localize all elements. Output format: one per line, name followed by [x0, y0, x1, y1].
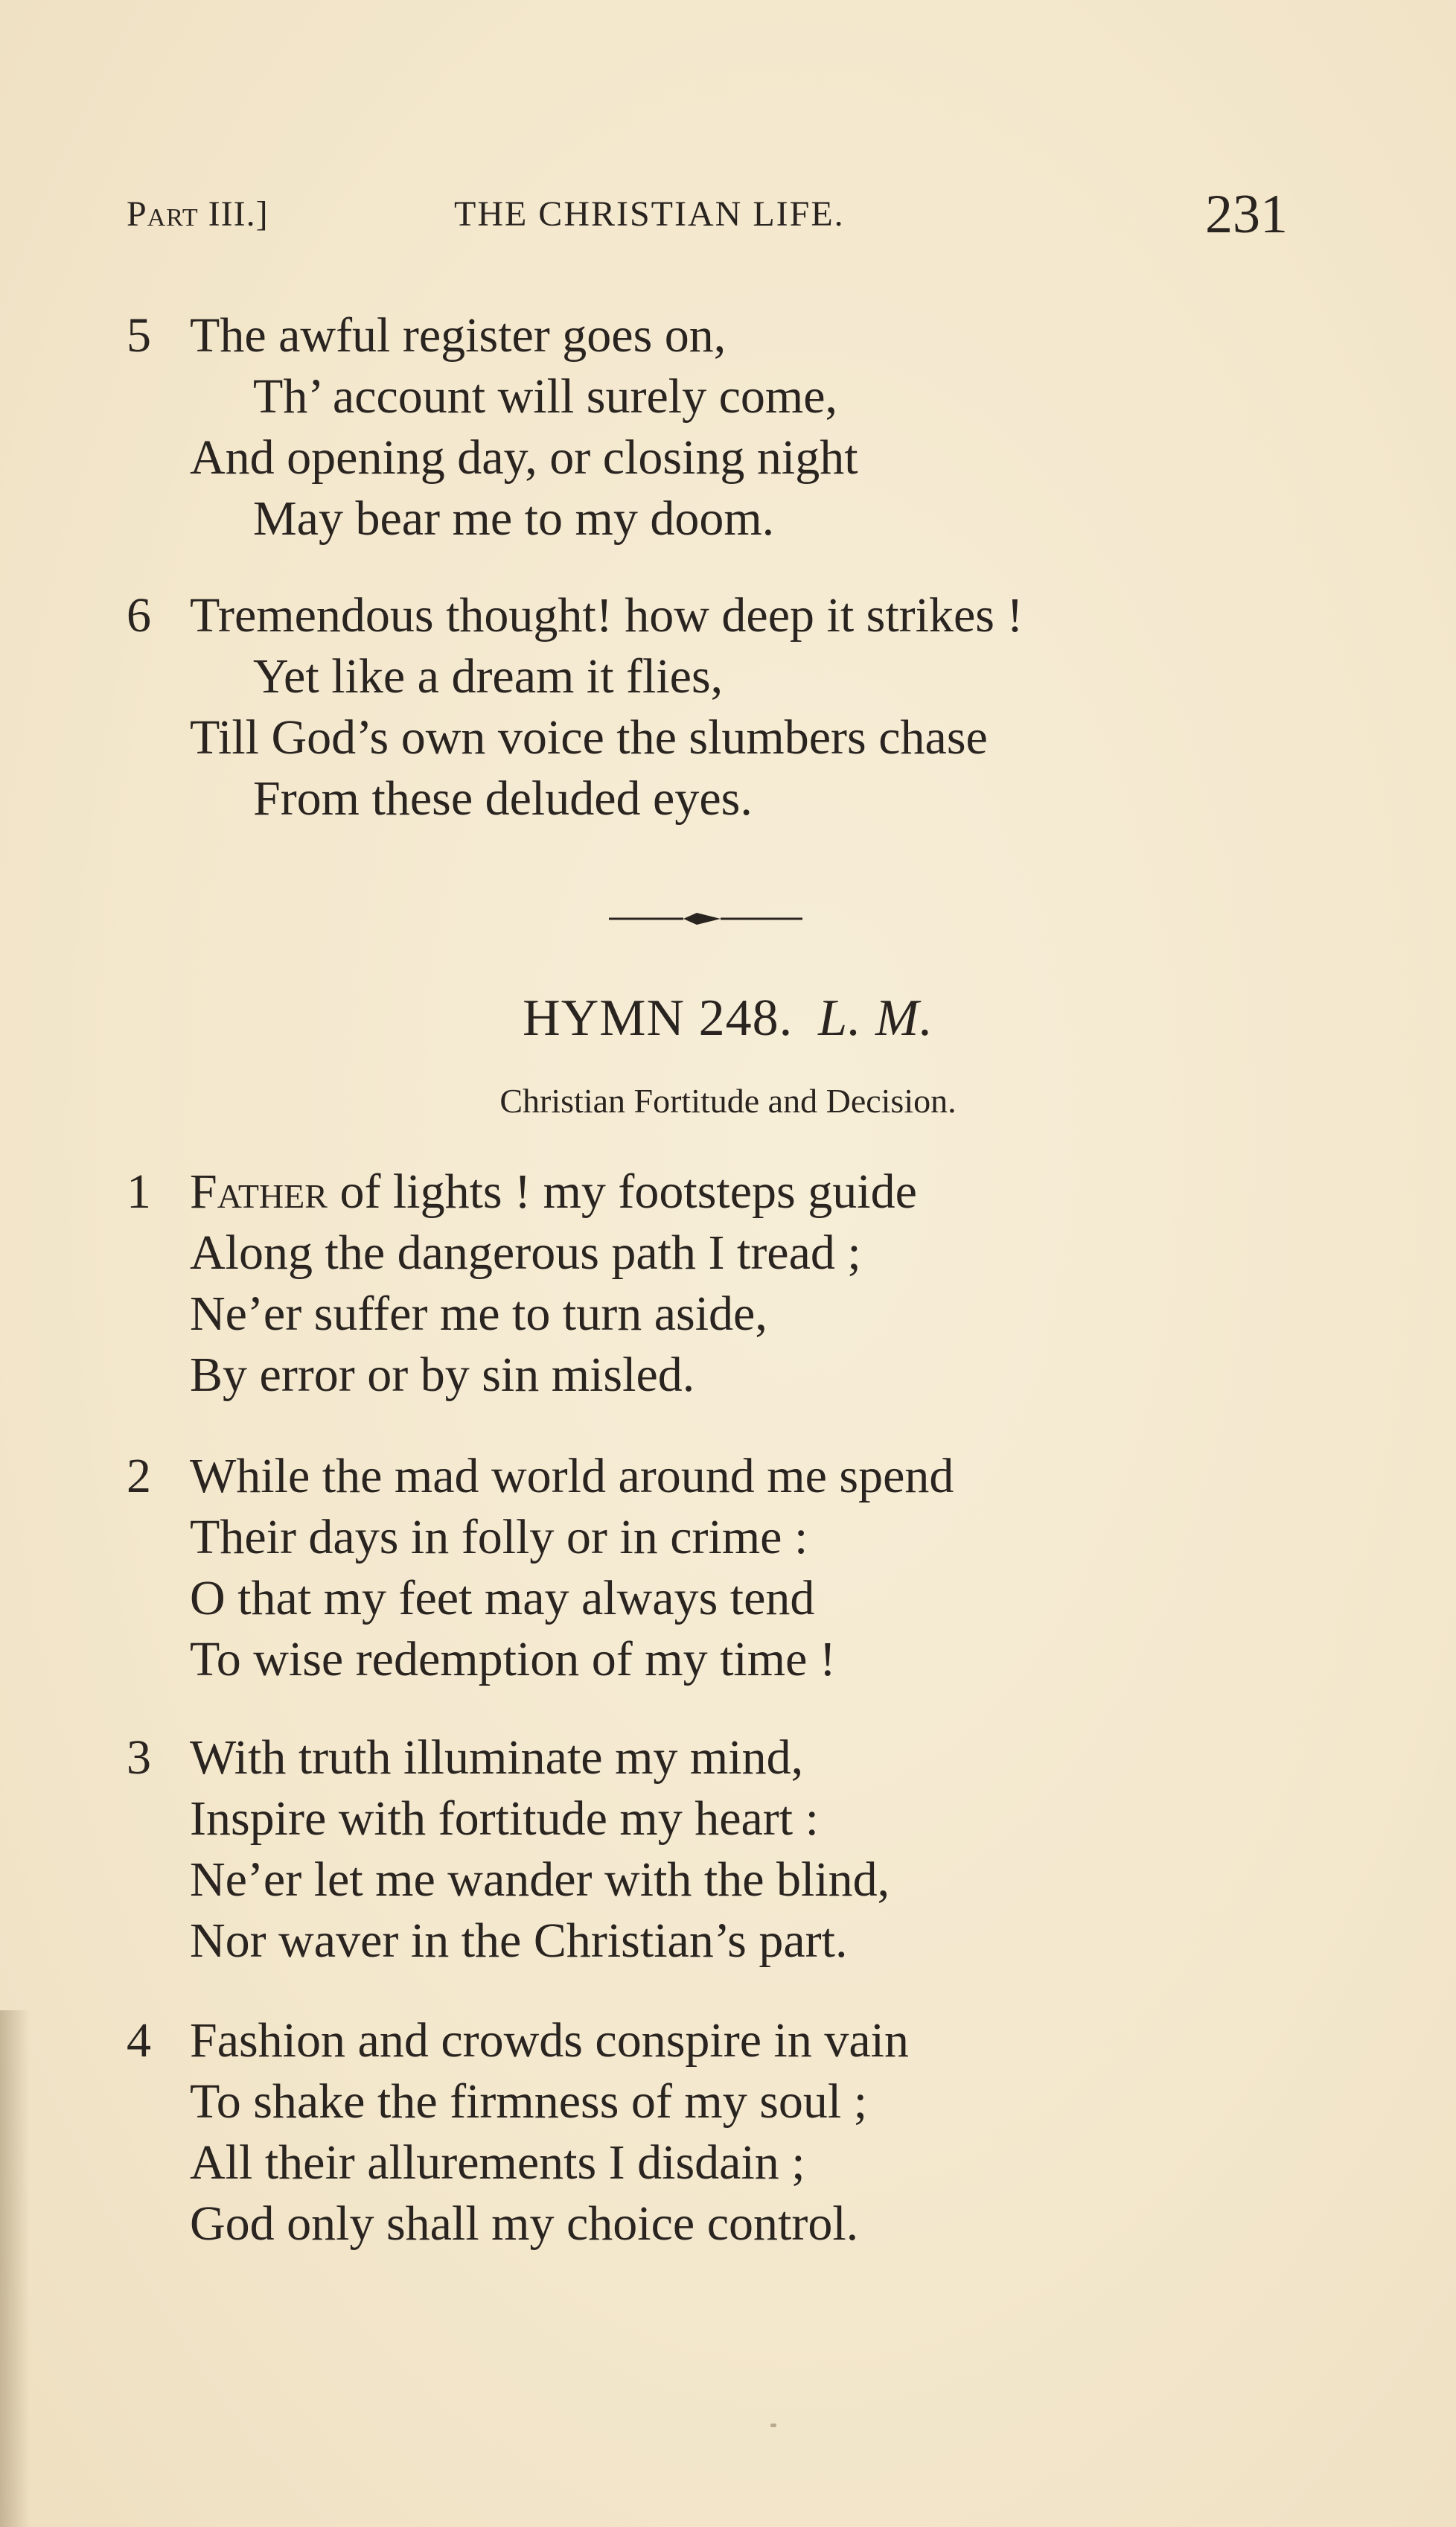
hymn-title	[0, 989, 1456, 1048]
verse-line: While the mad world around me spend	[190, 1449, 954, 1503]
verse-line: And opening day, or closing night	[190, 430, 858, 485]
header-title: THE CHRISTIAN LIFE.	[454, 194, 845, 234]
ornament-divider-icon	[609, 910, 802, 928]
verse-line: Along the dangerous path I tread ;	[190, 1226, 861, 1280]
header-part: Part III.]	[127, 194, 269, 234]
verse-line: From these deluded eyes.	[253, 771, 753, 826]
verse-line: Th’ account will surely come,	[253, 369, 838, 424]
verse-line: Nor waver in the Christian’s part.	[190, 1913, 848, 1968]
verse-line: Fashion and crowds conspire in vain	[190, 2013, 909, 2068]
verse-line: Ne’er let me wander with the blind,	[190, 1852, 890, 1907]
first-line-rest: of lights ! my footsteps guide	[327, 1164, 917, 1219]
verse-line: By error or by sin misled.	[190, 1348, 695, 1402]
hymn-meter: L. M.	[818, 990, 933, 1047]
verse-line: To wise redemption of my time !	[190, 1632, 836, 1686]
stanza-number: 5	[127, 308, 151, 363]
stanza-number: 3	[127, 1730, 151, 1785]
first-word: Father	[190, 1164, 328, 1219]
verse-line: Yet like a dream it flies,	[253, 649, 724, 704]
verse-line: O that my feet may always tend	[190, 1571, 815, 1625]
verse-line: Ne’er suffer me to turn aside,	[190, 1287, 767, 1341]
hymn-label: HYMN 248.	[523, 990, 794, 1047]
running-header	[127, 184, 1288, 247]
verse-line: Till God’s own voice the slumbers chase	[190, 710, 988, 765]
ink-speck	[770, 2424, 776, 2427]
verse-line	[190, 1161, 917, 1223]
verse-line: May bear me to my doom.	[253, 491, 775, 546]
verse-line: All their allurements I disdain ;	[190, 2135, 805, 2190]
stanza-number: 4	[127, 2013, 151, 2068]
verse-line: The awful register goes on,	[190, 308, 727, 363]
verse-line: To shake the firmness of my soul ;	[190, 2074, 868, 2129]
page-number: 231	[1205, 184, 1288, 245]
page-edge-shadow	[0, 2010, 30, 2527]
stanza-number: 1	[127, 1164, 151, 1219]
verse-line: God only shall my choice control.	[190, 2196, 859, 2251]
verse-line: Inspire with fortitude my heart :	[190, 1791, 819, 1846]
stanza-number: 6	[127, 588, 151, 643]
verse-line: Their days in folly or in crime :	[190, 1510, 808, 1564]
stanza-number: 2	[127, 1449, 151, 1503]
hymn-subtitle: Christian Fortitude and Decision.	[499, 1082, 957, 1120]
verse-line: Tremendous thought! how deep it strikes !	[190, 588, 1024, 643]
verse-line: With truth illuminate my mind,	[190, 1730, 804, 1785]
